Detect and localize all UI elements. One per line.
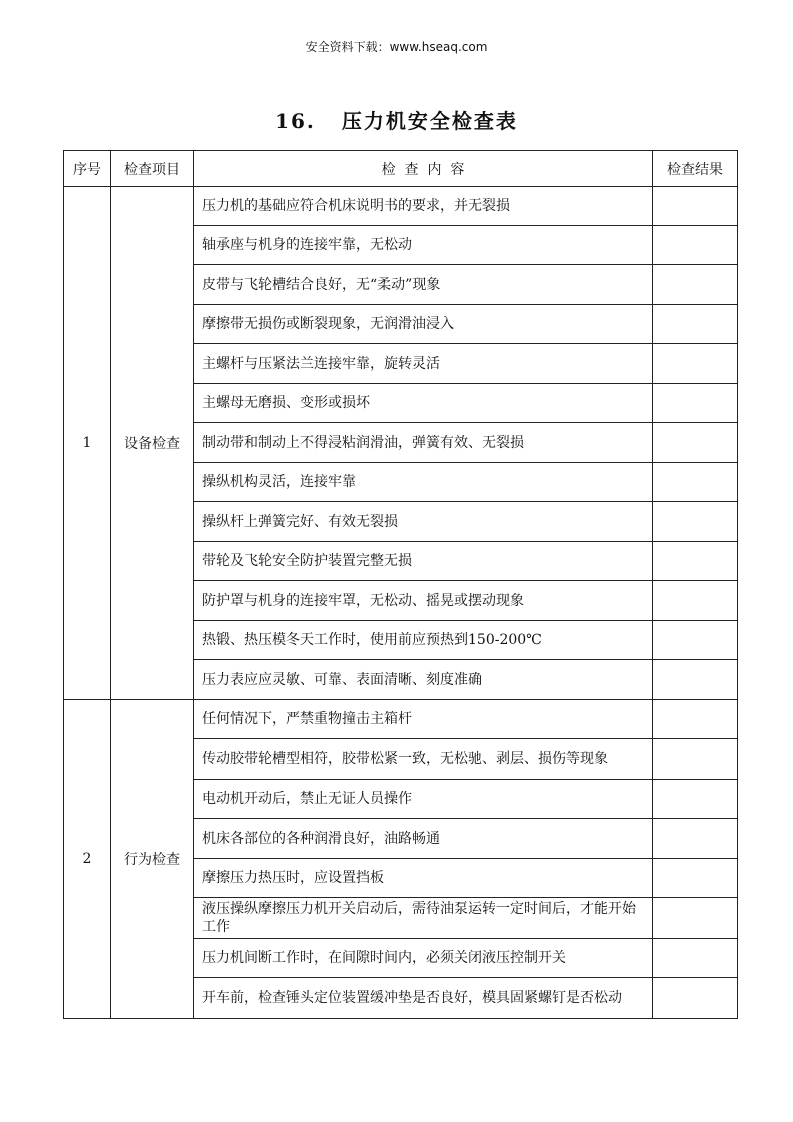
group-item: 行为检查 (111, 700, 194, 1019)
check-result-cell[interactable] (653, 660, 738, 700)
title-text: 压力机安全检查表 (341, 109, 518, 133)
check-result-cell[interactable] (653, 423, 738, 463)
check-result-cell[interactable] (653, 344, 738, 384)
check-result-cell[interactable] (653, 898, 738, 939)
check-result-cell[interactable] (653, 939, 738, 978)
table-header-row (64, 151, 738, 187)
check-content: 电动机开动后，禁止无证人员操作 (194, 780, 653, 819)
check-result-cell[interactable] (653, 187, 738, 226)
table-row (64, 187, 738, 226)
column-header-result: 检查结果 (653, 151, 738, 187)
title-number: 16. (275, 109, 316, 133)
check-content: 压力机的基础应符合机床说明书的要求，并无裂损 (194, 187, 653, 226)
check-result-cell[interactable] (653, 581, 738, 621)
check-content: 摩擦压力热压时，应设置挡板 (194, 859, 653, 898)
check-content: 制动带和制动上不得浸粘润滑油，弹簧有效、无裂损 (194, 423, 653, 463)
check-result-cell[interactable] (653, 978, 738, 1019)
check-content: 传动胶带轮槽型相符，胶带松紧一致，无松驰、剥层、损伤等现象 (194, 739, 653, 780)
column-header-item: 检查项目 (111, 151, 194, 187)
check-result-cell[interactable] (653, 265, 738, 305)
check-content: 任何情况下，严禁重物撞击主箱杆 (194, 700, 653, 739)
check-content: 轴承座与机身的连接牢靠，无松动 (194, 226, 653, 265)
check-result-cell[interactable] (653, 780, 738, 819)
page-title (0, 105, 793, 134)
check-result-cell[interactable] (653, 621, 738, 660)
group-item: 设备检查 (111, 187, 194, 700)
check-result-cell[interactable] (653, 226, 738, 265)
checklist-table (63, 150, 738, 1019)
column-header-seq: 序号 (64, 151, 111, 187)
check-content: 主螺母无磨损、变形或损坏 (194, 384, 653, 423)
table-row (64, 700, 738, 739)
check-result-cell[interactable] (653, 542, 738, 581)
check-content: 皮带与飞轮槽结合良好，无“柔动”现象 (194, 265, 653, 305)
check-content: 热锻、热压模冬天工作时，使用前应预热到150-200℃ (194, 621, 653, 660)
check-content: 液压操纵摩擦压力机开关启动后，需待油泵运转一定时间后，才能开始工作 (194, 898, 653, 939)
page-header: 安全资料下载：www.hseaq.com (305, 40, 488, 54)
check-result-cell[interactable] (653, 384, 738, 423)
check-result-cell[interactable] (653, 859, 738, 898)
check-content: 操纵机构灵活，连接牢靠 (194, 463, 653, 502)
check-content: 操纵杆上弹簧完好、有效无裂损 (194, 502, 653, 542)
check-content: 摩擦带无损伤或断裂现象，无润滑油浸入 (194, 305, 653, 344)
check-result-cell[interactable] (653, 700, 738, 739)
check-content: 压力表应应灵敏、可靠、表面清晰、刻度准确 (194, 660, 653, 700)
check-content: 压力机间断工作时，在间隙时间内，必须关闭液压控制开关 (194, 939, 653, 978)
check-result-cell[interactable] (653, 739, 738, 780)
check-result-cell[interactable] (653, 502, 738, 542)
column-header-content: 检 查 内 容 (194, 151, 653, 187)
check-result-cell[interactable] (653, 819, 738, 859)
check-content: 开车前，检查锤头定位装置缓冲垫是否良好，模具固紧螺钉是否松动 (194, 978, 653, 1019)
group-seq: 2 (64, 700, 111, 1019)
check-content: 防护罩与机身的连接牢罩，无松动、摇晃或摆动现象 (194, 581, 653, 621)
check-result-cell[interactable] (653, 305, 738, 344)
check-content: 主螺杆与压紧法兰连接牢靠，旋转灵活 (194, 344, 653, 384)
check-content: 带轮及飞轮安全防护装置完整无损 (194, 542, 653, 581)
group-seq: 1 (64, 187, 111, 700)
check-result-cell[interactable] (653, 463, 738, 502)
check-content: 机床各部位的各种润滑良好，油路畅通 (194, 819, 653, 859)
